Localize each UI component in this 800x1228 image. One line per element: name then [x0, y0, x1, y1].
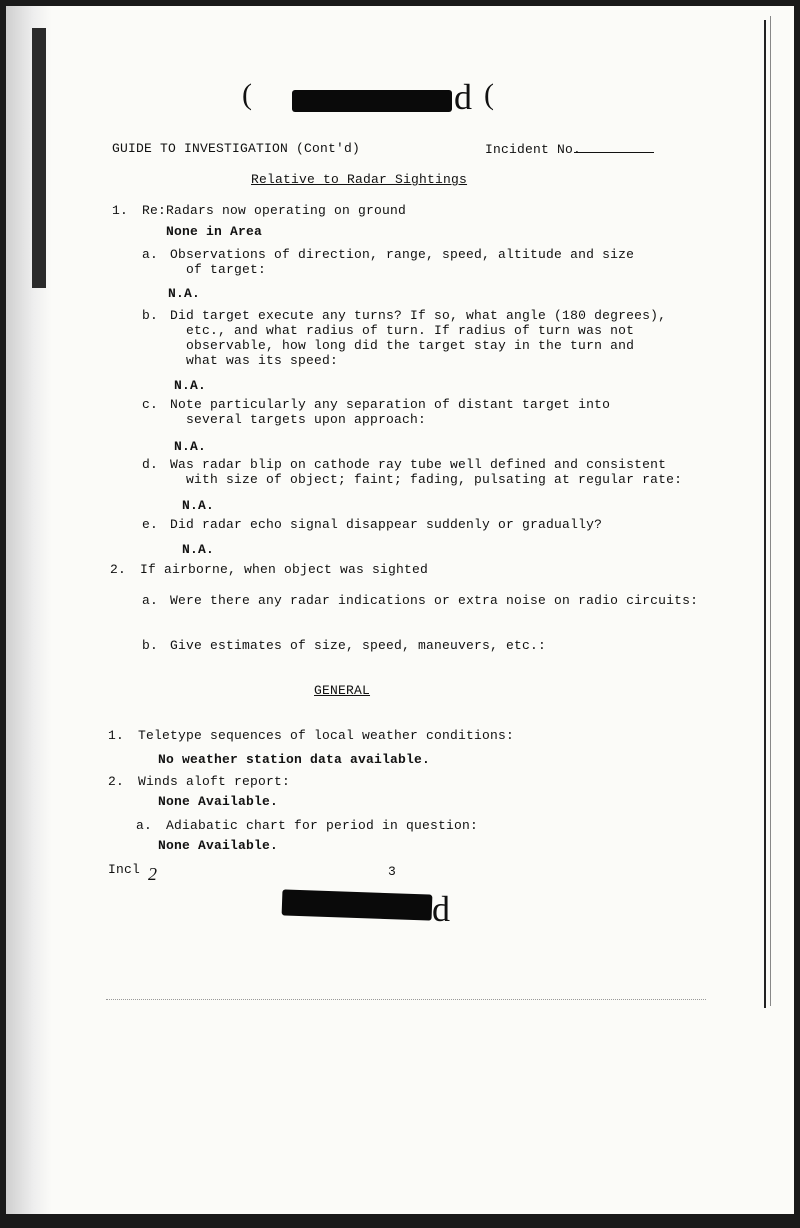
sub-text-line: etc., and what radius of turn. If radius of turn was not [186, 323, 635, 338]
sub-answer: N.A. [174, 439, 207, 454]
sub-text-line: Adiabatic chart for period in question: [166, 818, 479, 833]
item-text: Teletype sequences of local weather conditions: [138, 728, 515, 743]
sub-letter: a. [142, 593, 159, 608]
item-text: Re:Radars now operating on ground [142, 203, 407, 218]
sub-text-line: observable, how long did the target stay in the turn and [186, 338, 635, 353]
sub-letter: b. [142, 308, 159, 323]
section-heading-radar: Relative to Radar Sightings [251, 172, 468, 187]
stamp-letter: d [432, 889, 452, 929]
stamp-redaction [282, 889, 433, 920]
item-number: 2. [108, 774, 125, 789]
sub-letter: e. [142, 517, 159, 532]
sub-text-line: Did radar echo signal disappear suddenly or gradually? [170, 517, 603, 532]
sub-answer: N.A. [182, 542, 215, 557]
sub-text-line: Give estimates of size, speed, maneuvers, etc.: [170, 638, 547, 653]
stamp-letter: d [454, 77, 474, 117]
item-text: Winds aloft report: [138, 774, 291, 789]
sub-letter: d. [142, 457, 159, 472]
sub-answer: N.A. [168, 286, 201, 301]
scan-binding-bar [32, 28, 46, 288]
stamp-left-mark: ( [242, 78, 254, 111]
item-answer: None in Area [166, 224, 263, 239]
sub-text-line: several targets upon approach: [186, 412, 427, 427]
item-answer: None Available. [158, 794, 279, 809]
page-title: GUIDE TO INVESTIGATION (Cont'd) [112, 141, 361, 156]
incl-label: Incl [108, 862, 141, 877]
scan-bottom-noise [106, 999, 706, 1002]
incl-number: 2 [148, 864, 158, 884]
item-answer: No weather station data available. [158, 752, 431, 767]
item-text: If airborne, when object was sighted [140, 562, 429, 577]
sub-answer: None Available. [158, 838, 279, 853]
item-number: 2. [110, 562, 127, 577]
sub-letter: a. [142, 247, 159, 262]
document-page [6, 6, 794, 1214]
incident-label: Incident No. [485, 142, 582, 157]
sub-letter: c. [142, 397, 159, 412]
scan-right-border-inner [770, 16, 771, 1006]
item-number: 1. [112, 203, 129, 218]
sub-text-line: Were there any radar indications or extra noise on radio circuits: [170, 593, 699, 608]
scan-right-border [764, 20, 766, 1008]
sub-answer: N.A. [182, 498, 215, 513]
sub-text-line: Observations of direction, range, speed, altitude and size [170, 247, 635, 262]
incident-number-blank [574, 152, 654, 153]
sub-letter: b. [142, 638, 159, 653]
sub-text-line: Note particularly any separation of distant target into [170, 397, 611, 412]
section-heading-general: GENERAL [314, 683, 371, 698]
sub-text-line: with size of object; faint; fading, pulsating at regular rate: [186, 472, 683, 487]
stamp-redaction [292, 90, 452, 112]
sub-text-line: of target: [186, 262, 267, 277]
sub-text-line: what was its speed: [186, 353, 339, 368]
page-number: 3 [388, 864, 397, 879]
item-number: 1. [108, 728, 125, 743]
sub-letter: a. [136, 818, 153, 833]
stamp-right-mark: ( [484, 78, 496, 111]
sub-text-line: Was radar blip on cathode ray tube well defined and consistent [170, 457, 667, 472]
sub-answer: N.A. [174, 378, 207, 393]
sub-text-line: Did target execute any turns? If so, what angle (180 degrees), [170, 308, 667, 323]
